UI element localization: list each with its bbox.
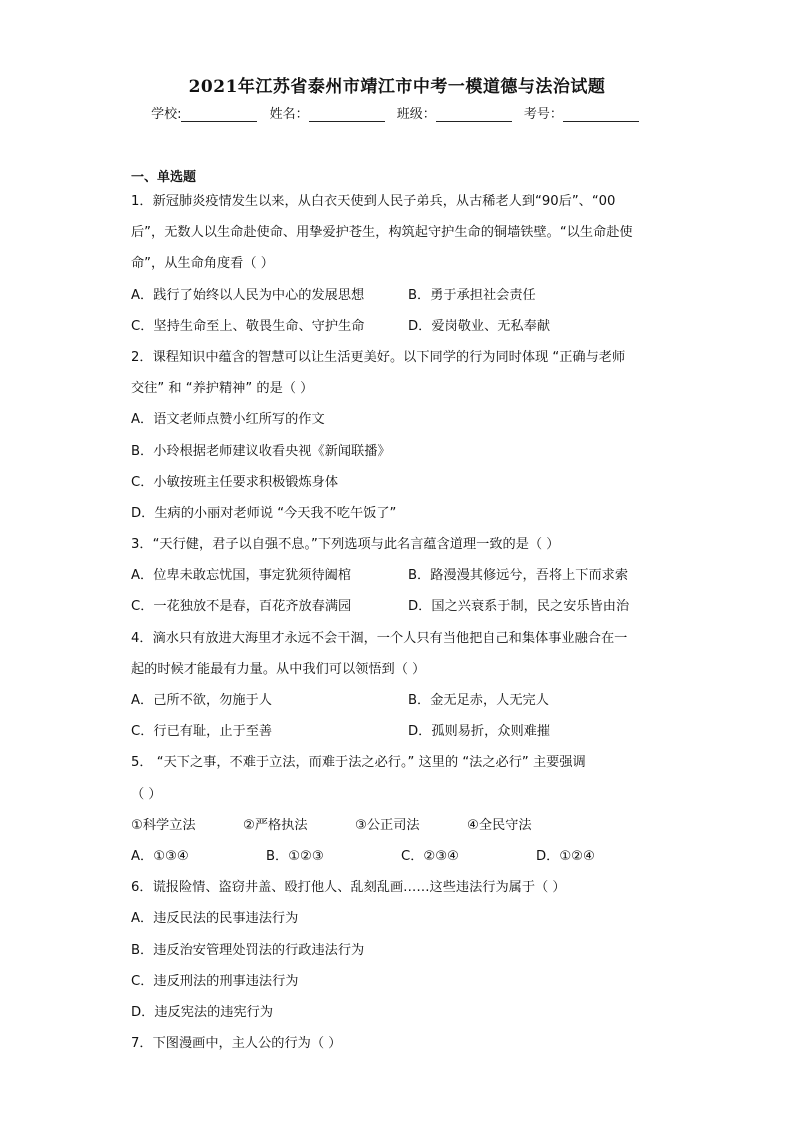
question-5-statement: ②严格执法	[243, 817, 308, 833]
question-6-option-c[interactable]: C．违反刑法的刑事违法行为	[131, 973, 299, 989]
name-field: 姓名：	[270, 103, 389, 122]
question-2-option-a[interactable]: A．语文老师点赞小红所写的作文	[131, 412, 325, 428]
question-4-option-a[interactable]: A．己所不欲，勿施于人	[131, 693, 272, 708]
question-2-line: 2．课程知识中蕴含的智慧可以让生活更美好。以下同学的行为同时体现 “正确与老师	[131, 349, 626, 365]
question-4-options-row	[131, 716, 671, 747]
question-5-option-c[interactable]: C．②③④	[401, 848, 459, 864]
question-3-option-a[interactable]: A．位卑未敢忘忧国，事定犹须待阖棺	[131, 568, 352, 584]
question-3-option-b[interactable]: B．路漫漫其修远兮，吾将上下而求索	[408, 568, 629, 584]
question-2-option-d[interactable]: D．生病的小丽对老师说 “今天我不吃午饭了”	[131, 505, 397, 521]
question-5-statement: ①科学立法	[131, 817, 196, 833]
question-5-statements-row	[131, 810, 671, 841]
question-5-line: 5． “天下之事，不难于立法，而难于法之必行。” 这里的 “法之必行” 主要强调	[131, 755, 586, 771]
question-1-options-row	[131, 280, 671, 311]
section-heading: 一、单选题	[131, 170, 197, 185]
question-1-line: 后”，无数人以生命赴使命、用挚爱护苍生，构筑起守护生命的铜墙铁壁。“以生命赴使	[131, 225, 633, 241]
question-6-option-b[interactable]: B．违反治安管理处罚法的行政违法行为	[131, 942, 365, 958]
question-1-options-row	[131, 311, 671, 342]
question-6-option-d[interactable]: D．违反宪法的违宪行为	[131, 1004, 274, 1020]
question-5-option-d[interactable]: D．①②④	[536, 848, 595, 864]
question-2-line: 交往” 和 “养护精神” 的是（ ）	[131, 381, 314, 397]
question-3-option-d[interactable]: D．国之兴衰系于制，民之安乐皆由治	[408, 599, 630, 615]
question-5-option-a[interactable]: A．①③④	[131, 848, 189, 864]
name-blank[interactable]	[309, 108, 385, 122]
question-4-option-b[interactable]: B．金无足赤，人无完人	[408, 693, 549, 708]
exam-number-field: 考号：	[524, 103, 643, 122]
question-5-options-row	[131, 841, 671, 872]
question-6-line: 6．谎报险情、盗窃井盖、殴打他人、乱刻乱画……这些违法行为属于（ ）	[131, 880, 566, 896]
question-4-options-row	[131, 685, 671, 716]
exam-title: 2021年江苏省泰州市靖江市中考一模道德与法治试题	[188, 77, 606, 97]
question-3-options-row	[131, 591, 671, 622]
question-4-option-c[interactable]: C．行已有耻，止于至善	[131, 724, 273, 740]
question-1-option-a[interactable]: A．践行了始终以人民为中心的发展思想	[131, 287, 365, 303]
school-blank[interactable]	[181, 108, 257, 122]
question-4-option-d[interactable]: D．孤则易折，众则难摧	[408, 724, 551, 740]
class-blank[interactable]	[436, 108, 512, 122]
question-3-line: 3．“天行健，君子以自强不息。”下列选项与此名言蕴含道理一致的是（ ）	[131, 537, 560, 553]
question-4-line: 起的时候才能最有力量。从中我们可以领悟到（ ）	[131, 661, 426, 677]
question-5-option-b[interactable]: B．①②③	[266, 848, 324, 864]
question-4-line: 4．滴水只有放进大海里才永远不会干涸，一个人只有当他把自己和集体事业融合在一	[131, 630, 628, 646]
class-field: 班级：	[397, 103, 516, 122]
question-6-option-a[interactable]: A．违反民法的民事违法行为	[131, 911, 299, 927]
question-1-option-c[interactable]: C．坚持生命至上、敬畏生命、守护生命	[131, 318, 365, 334]
questions-list	[131, 186, 671, 1059]
question-2-option-b[interactable]: B．小玲根据老师建议收看央视《新闻联播》	[131, 443, 391, 459]
question-5-statement: ④全民守法	[467, 817, 532, 833]
question-2-option-c[interactable]: C．小敏按班主任要求积极锻炼身体	[131, 474, 339, 490]
student-info-row	[0, 103, 794, 122]
question-7-line: 7．下图漫画中，主人公的行为（ ）	[131, 1036, 342, 1052]
school-field: 学校:	[151, 103, 261, 122]
question-3-options-row	[131, 560, 671, 591]
question-1-line: 1．新冠肺炎疫情发生以来，从白衣天使到人民子弟兵，从古稀老人到“90后”、“00	[131, 194, 616, 209]
question-5-line: （ ）	[131, 786, 162, 802]
question-1-line: 命”，从生命角度看（ ）	[131, 256, 274, 272]
exam-number-blank[interactable]	[563, 108, 639, 122]
question-1-option-d[interactable]: D．爱岗敬业、无私奉献	[408, 318, 551, 334]
question-3-option-c[interactable]: C．一花独放不是春，百花齐放春满园	[131, 599, 352, 615]
question-1-option-b[interactable]: B．勇于承担社会责任	[408, 287, 536, 303]
question-5-statement: ③公正司法	[355, 817, 420, 833]
